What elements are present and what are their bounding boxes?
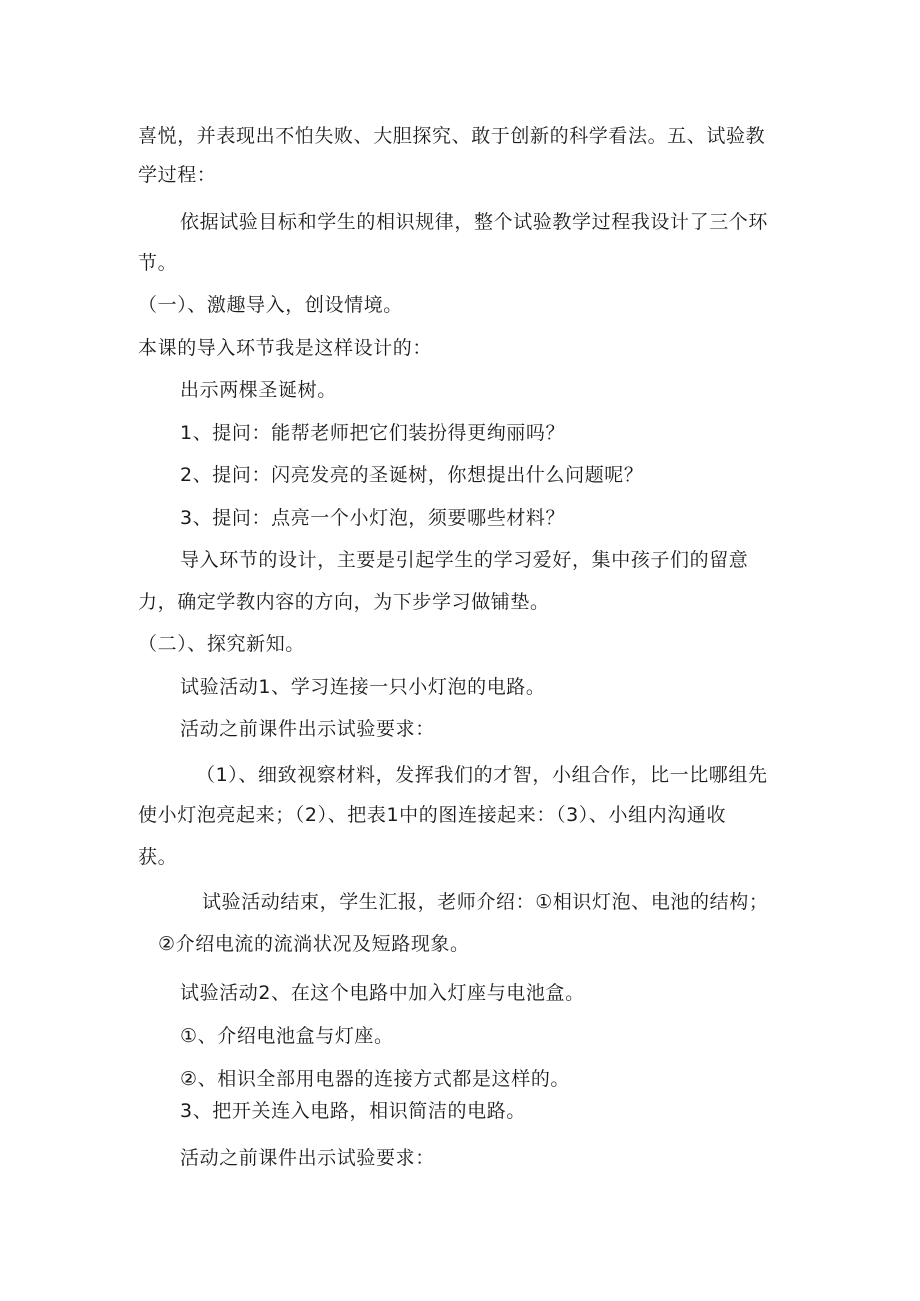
list-item: 3、提问：点亮一个小灯泡，须要哪些材料？ xyxy=(180,507,566,529)
paragraph-line: 试验活动2、在这个电路中加入灯座与电池盒。 xyxy=(180,982,585,1004)
paragraph-line: 试验活动1、学习连接一只小灯泡的电路。 xyxy=(180,676,546,698)
list-item: 2、提问：闪亮发亮的圣诞树，你想提出什么问题呢？ xyxy=(180,464,644,486)
paragraph-line: 活动之前课件出示试验要求： xyxy=(180,1147,435,1169)
paragraph-line: （1）、细致视察材料，发挥我们的才智，小组合作，比一比哪组先 xyxy=(196,764,768,786)
paragraph-line: 依据试验目标和学生的相识规律，整个试验教学过程我设计了三个环 xyxy=(180,211,769,233)
paragraph-line: 本课的导入环节我是这样设计的： xyxy=(138,337,433,359)
paragraph-line: 力，确定学教内容的方向，为下步学习做铺垫。 xyxy=(138,591,550,613)
paragraph-line: 活动之前课件出示试验要求： xyxy=(180,718,435,740)
paragraph-line: 节。 xyxy=(138,252,178,274)
paragraph-line: ②介绍电流的流淌状况及短路现象。 xyxy=(158,933,470,955)
paragraph-line: 学过程： xyxy=(138,164,217,186)
paragraph-line: 喜悦，并表现出不怕失败、大胆探究、敢于创新的科学看法。五、试验教 xyxy=(138,125,766,147)
paragraph-line: 获。 xyxy=(138,846,178,868)
paragraph-line: 使小灯泡亮起来；（2）、把表1中的图连接起来：（3）、小组内沟通收 xyxy=(138,804,727,826)
section-heading: （一）、激趣导入，创设情境。 xyxy=(138,294,403,316)
paragraph-line: 导入环节的设计，主要是引起学生的学习爱好，集中孩子们的留意 xyxy=(180,549,749,571)
paragraph-line: 出示两棵圣诞树。 xyxy=(180,379,337,401)
paragraph-line: 试验活动结束，学生汇报，老师介绍：①相识灯泡、电池的结构； xyxy=(202,891,769,913)
list-item: ②、相识全部用电器的连接方式都是这样的。 xyxy=(180,1068,571,1090)
list-item: 3、把开关连入电路，相识简洁的电路。 xyxy=(180,1100,526,1122)
section-heading: （二）、探究新知。 xyxy=(138,633,305,655)
list-item: 1、提问：能帮老师把它们装扮得更绚丽吗？ xyxy=(180,422,566,444)
list-item: ①、介绍电池盒与灯座。 xyxy=(180,1025,394,1047)
